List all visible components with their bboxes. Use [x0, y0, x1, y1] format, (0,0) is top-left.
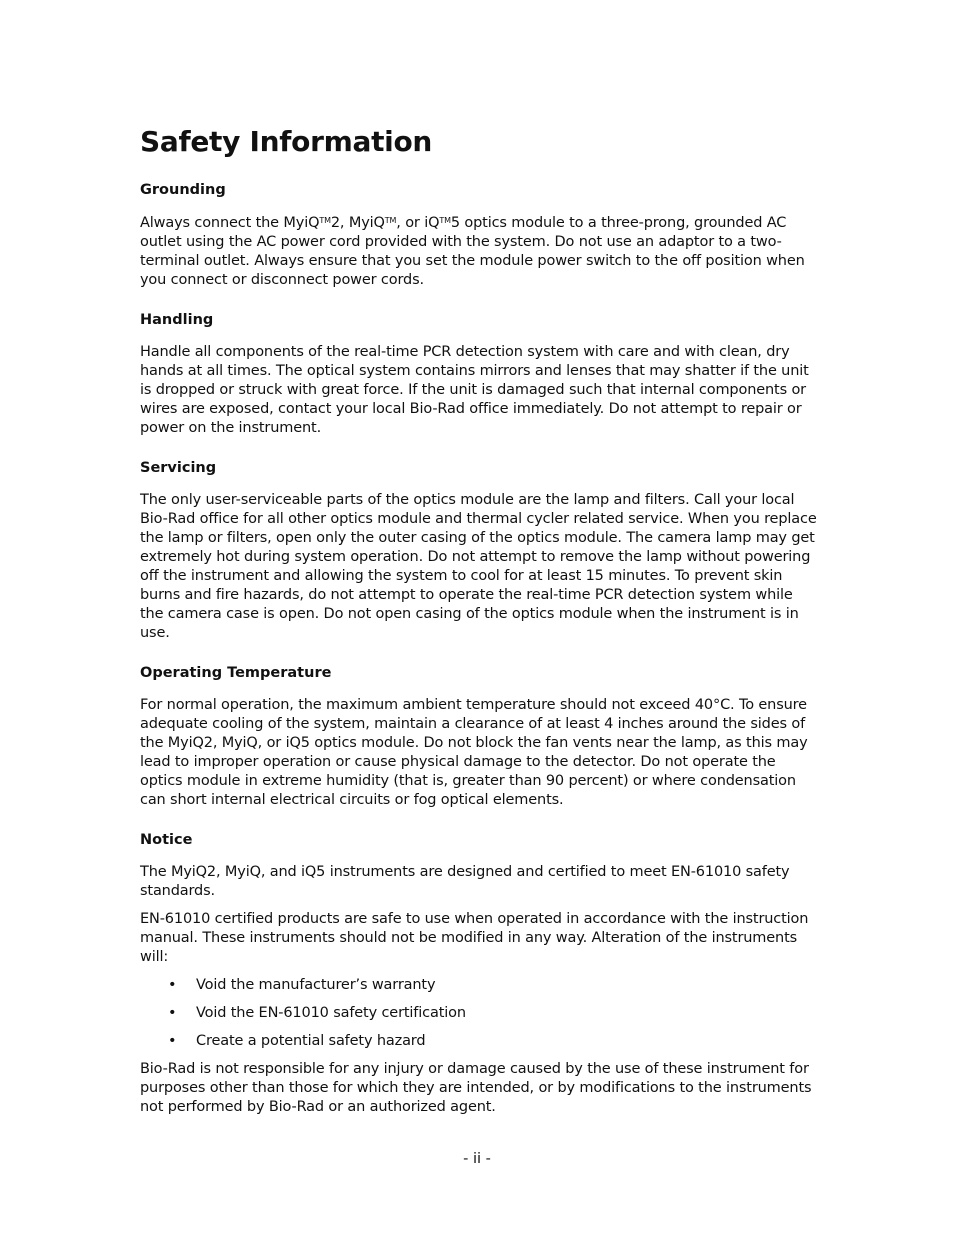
document-page — [140, 122, 820, 1117]
grounding-text-a: Always connect the MyiQ — [140, 215, 320, 231]
grounding-text-c: , or iQ — [396, 215, 440, 231]
notice-paragraph-3: Bio-Rad is not responsible for any injury or damage caused by the use of these instrument for purposes other than those for which they are intended, or by modifications to the instruments not performed by Bio-Rad or an authorized agent. — [140, 1061, 812, 1115]
grounding-text-b: 2, MyiQ — [330, 215, 385, 231]
notice-section — [140, 830, 820, 1117]
list-item-text: Void the manufacturer’s warranty — [196, 977, 436, 993]
trademark-3: TM — [439, 216, 451, 225]
operating-temperature-text: For normal operation, the maximum ambient temperature should not exceed 40°C. To ensure adequate cooling of the system, maintain a clearance of at least 4 inches around the sides of the MyiQ2, MyiQ, or iQ5 optics module. Do not block the fan vents near the lamp, as this may lead to improper operation or cause physical damage to the detector. Do not operate the optics module in extreme humidity (that is, greater than 90 percent) or where condensation can short internal electrical circuits or fog optical elements. — [140, 697, 808, 808]
handling-heading: Handling — [140, 312, 214, 328]
page-number: - ii - — [463, 1151, 491, 1167]
handling-text: Handle all components of the real-time PCR detection system with care and with clean, dry hands at all times. The optical system contains mirrors and lenses that may shatter if the unit is dropped or struck with great force. If the unit is damaged such that internal components or wires are exposed, contact your local Bio-Rad office immediately. Do not attempt to repair or power on the instrument. — [140, 344, 809, 436]
list-item — [140, 1004, 820, 1023]
page-title: Safety Information — [140, 125, 433, 158]
handling-section — [140, 310, 820, 438]
trademark-1: TM — [319, 216, 331, 225]
list-item-text: Create a potential safety hazard — [196, 1033, 426, 1049]
trademark-2: TM — [384, 216, 397, 225]
list-item — [140, 976, 820, 995]
notice-paragraph-1: The MyiQ2, MyiQ, and iQ5 instruments are designed and certified to meet EN-61010 safety standards. — [140, 864, 790, 899]
list-item — [140, 1032, 820, 1051]
alteration-list — [140, 976, 820, 1051]
operating-temperature-section — [140, 663, 820, 810]
servicing-heading: Servicing — [140, 460, 217, 476]
grounding-heading: Grounding — [140, 182, 226, 198]
grounding-text — [140, 214, 820, 290]
operating-temperature-heading: Operating Temperature — [140, 665, 332, 681]
grounding-section — [140, 180, 820, 290]
list-item-text: Void the EN-61010 safety certification — [196, 1005, 466, 1021]
bullet-icon: • — [168, 1033, 177, 1049]
notice-paragraph-2: EN-61010 certified products are safe to use when operated in accordance with the instruction manual. These instruments should not be modified in any way. Alteration of the instruments will: — [140, 911, 809, 965]
grounding-text-d: 5 optics module to a three-prong, grounded AC outlet using the AC power cord provided with the system. Do not use an adaptor to a two-terminal outlet. Always ensure that you set the module power switch to the off position when you connect or disconnect power cords. — [140, 215, 805, 288]
bullet-icon: • — [168, 977, 177, 993]
servicing-text: The only user-serviceable parts of the optics module are the lamp and filters. Call your local Bio-Rad office for all other optics module and thermal cycler related service. When you replace the lamp or filters, open only the outer casing of the optics module. The camera lamp may get extremely hot during system operation. Do not attempt to remove the lamp without powering off the instrument and allowing the system to cool for at least 15 minutes. To prevent skin burns and fire hazards, do not attempt to operate the real-time PCR detection system while the camera case is open. Do not open casing of the optics module when the instrument is in use. — [140, 492, 817, 641]
notice-heading: Notice — [140, 832, 193, 848]
bullet-icon: • — [168, 1005, 177, 1021]
servicing-section — [140, 458, 820, 643]
